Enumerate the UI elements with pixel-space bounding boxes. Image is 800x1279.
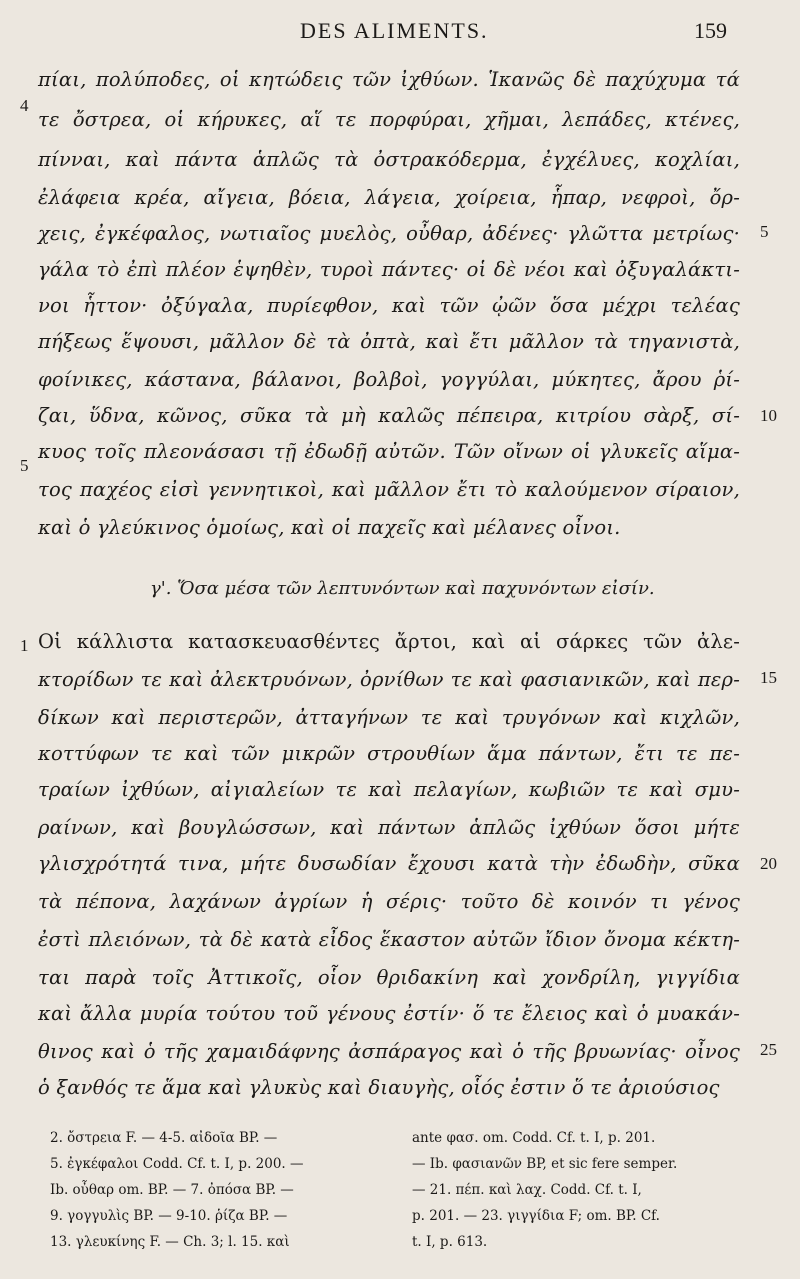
text-line: πήξεως ἕψουσι, μᾶλλον δὲ τὰ ὀπτὰ, καὶ ἔτι μᾶλλον τὰ τηγανιστὰ, xyxy=(38,330,740,353)
footnote-line: 13. γλευκίνης F. — Ch. 3; l. 15. καὶ xyxy=(50,1234,290,1250)
text-line: ἐστὶ πλειόνων, τὰ δὲ κατὰ εἶδος ἕκαστον αὐτῶν ἴδιον ὄνομα κέκτη- xyxy=(38,928,740,951)
text-line: κυος τοῖς πλεονάσασι τῇ ἐδωδῇ αὐτῶν. Τῶν οἴνων οἱ γλυκεῖς αἵμα- xyxy=(38,440,740,463)
text-line: γάλα τὸ ἐπὶ πλέον ἑψηθὲν, τυροὶ πάντες· οἱ δὲ νέοι καὶ ὀξυγαλάκτι- xyxy=(38,258,740,281)
margin-line-number: 10 xyxy=(760,406,777,425)
text-line: τε ὄστρεα, οἱ κήρυκες, αἵ τε πορφύραι, χῆμαι, λεπάδες, κτένες, xyxy=(38,108,740,131)
page-number: 159 xyxy=(694,18,727,43)
text-line: τραίων ἰχθύων, αἰγιαλείων τε καὶ πελαγίων, κωβιῶν τε καὶ σμυ- xyxy=(38,778,740,801)
footnote-line: 9. γογγυλὶς BP. — 9-10. ῥίζα BP. — xyxy=(50,1208,288,1224)
text-line: καὶ ὁ γλεύκινος ὁμοίως, καὶ οἱ παχεῖς καὶ μέλανες οἶνοι. xyxy=(38,516,621,539)
text-line: ραίνων, καὶ βουγλώσσων, καὶ πάντων ἁπλῶς ἰχθύων ὅσοι μήτε xyxy=(38,816,740,839)
text-line: Οἱ κάλλιστα κατασκευασθέντες ἄρτοι, καὶ αἱ σάρκες τῶν ἀλε- xyxy=(38,630,740,653)
text-line: θινος καὶ ὁ τῆς χαμαιδάφνης ἀσπάραγος καὶ ὁ τῆς βρυωνίας· οἶνος xyxy=(38,1040,740,1063)
text-line: πίαι, πολύποδες, οἱ κητώδεις τῶν ἰχθύων. Ἱκανῶς δὲ παχύχυμα τά xyxy=(38,68,740,91)
margin-line-number: 5 xyxy=(760,222,769,241)
footnote-line: t. I, p. 613. xyxy=(412,1234,488,1250)
text-line: ται παρὰ τοῖς Ἀττικοῖς, οἷον θριδακίνη καὶ χονδρίλη, γιγγίδια xyxy=(38,966,740,989)
margin-line-number: 15 xyxy=(760,668,777,687)
text-line: τος παχέος εἰσὶ γεννητικοὶ, καὶ μᾶλλον ἔτι τὸ καλούμενον σίραιον, xyxy=(38,478,740,501)
footnote-line: ante φασ. om. Codd. Cf. t. I, p. 201. xyxy=(412,1130,656,1146)
footnote-line: 2. ὄστρεια F. — 4-5. αἰδοῖα BP. — xyxy=(50,1130,278,1146)
margin-line-number: 1 xyxy=(20,636,29,655)
text-line: τὰ πέπονα, λαχάνων ἀγρίων ἡ σέρις· τοῦτο δὲ κοινόν τι γένος xyxy=(38,890,740,913)
text-line: νοι ἧττον· ὀξύγαλα, πυρίεφθον, καὶ τῶν ᾠῶν ὅσα μέχρι τελέας xyxy=(38,294,740,317)
text-line: κτορίδων τε καὶ ἀλεκτρυόνων, ὀρνίθων τε καὶ φασιανικῶν, καὶ περ- xyxy=(38,668,740,691)
footnote-line: — Ib. φασιανῶν BP, et sic fere semper. xyxy=(412,1156,678,1172)
text-line: ὁ ξανθός τε ἅμα καὶ γλυκὺς καὶ διαυγὴς, οἷός ἐστιν ὅ τε ἀριούσιος xyxy=(38,1076,720,1099)
text-line: χεις, ἐγκέφαλος, νωτιαῖος μυελὸς, οὖθαρ, ἀδένες· γλῶττα μετρίως· xyxy=(38,222,740,245)
footnote-line: 5. ἐγκέφαλοι Codd. Cf. t. I, p. 200. — xyxy=(50,1156,304,1172)
margin-line-number: 5 xyxy=(20,456,29,475)
text-line: φοίνικες, κάστανα, βάλανοι, βολβοὶ, γογγύλαι, μύκητες, ἄρου ῥί- xyxy=(38,368,740,391)
footnote-line: — 21. πέπ. καὶ λαχ. Codd. Cf. t. I, xyxy=(412,1182,642,1198)
text-line: γλισχρότητά τινα, μήτε δυσωδίαν ἔχουσι κατὰ τὴν ἐδωδὴν, σῦκα xyxy=(38,852,740,875)
running-title: DES ALIMENTS. xyxy=(300,18,489,43)
text-line: ἐλάφεια κρέα, αἴγεια, βόεια, λάγεια, χοίρεια, ἧπαρ, νεφροὶ, ὄρ- xyxy=(38,186,740,209)
margin-line-number: 20 xyxy=(760,854,777,873)
margin-line-number: 4 xyxy=(20,96,29,115)
section-heading: γ'. Ὅσα μέσα τῶν λεπτυνόντων καὶ παχυνόντων εἰσίν. xyxy=(150,578,655,599)
text-line: κοττύφων τε καὶ τῶν μικρῶν στρουθίων ἅμα πάντων, ἔτι τε πε- xyxy=(38,742,740,765)
page-header xyxy=(0,18,800,48)
text-line: δίκων καὶ περιστερῶν, ἀτταγήνων τε καὶ τρυγόνων καὶ κιχλῶν, xyxy=(38,706,740,729)
text-line: πίνναι, καὶ πάντα ἁπλῶς τὰ ὀστρακόδερμα, ἐγχέλυες, κοχλίαι, xyxy=(38,148,740,171)
text-line: καὶ ἄλλα μυρία τούτου τοῦ γένους ἐστίν· ὅ τε ἔλειος καὶ ὁ μυακάν- xyxy=(38,1002,740,1025)
footnote-line: p. 201. — 23. γιγγίδια F; om. BP. Cf. xyxy=(412,1208,660,1224)
footnote-line: Ib. οὖθαρ om. BP. — 7. ὀπόσα BP. — xyxy=(50,1182,294,1198)
text-line: ζαι, ὕδνα, κῶνος, σῦκα τὰ μὴ καλῶς πέπειρα, κιτρίου σὰρξ, σί- xyxy=(38,404,740,427)
margin-line-number: 25 xyxy=(760,1040,777,1059)
